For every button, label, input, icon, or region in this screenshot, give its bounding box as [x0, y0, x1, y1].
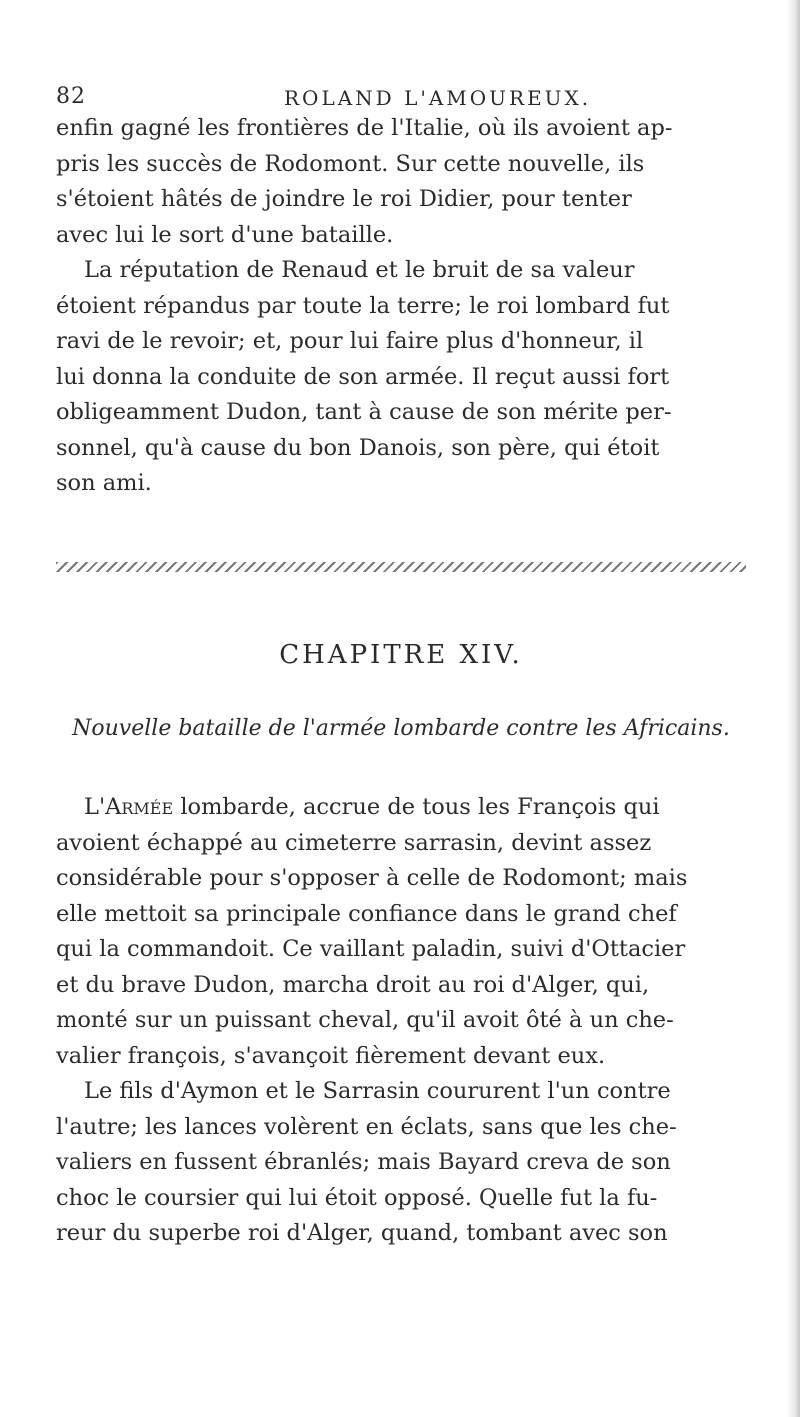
paragraph-1: [56, 111, 746, 253]
text-line: enfin gagné les frontières de l'Italie, où ils avoient ap-: [56, 115, 673, 141]
text-line: choc le coursier qui lui étoit opposé. Quelle fut la fu-: [56, 1184, 658, 1211]
text-line: elle mettoit sa principale confiance dans le grand chef: [56, 900, 677, 927]
text-line: obligeamment Dudon, tant à cause de son mérite per-: [56, 399, 672, 425]
text-line: ravi de le revoir; et, pour lui faire plus d'honneur, il: [56, 328, 644, 354]
text-line: sonnel, qu'à cause du bon Danois, son père, qui étoit: [56, 434, 660, 461]
paragraph-2: [56, 253, 746, 502]
page-header: [56, 84, 746, 114]
text-line: pris les succès de Rodomont. Sur cette nouvelle, ils: [56, 150, 645, 177]
running-title: ROLAND L'AMOUREUX.: [284, 86, 592, 110]
text-line: monté sur un puissant cheval, qu'il avoit ôté à un che-: [56, 1007, 674, 1033]
text-line: valier françois, s'avançoit fièrement devant eux.: [56, 1042, 606, 1069]
paragraph-3: [56, 790, 746, 1074]
text-line: reur du superbe roi d'Alger, quand, tombant avec son: [56, 1220, 668, 1246]
chapter-subtitle: Nouvelle bataille de l'armée lombarde contre les Africains.: [72, 716, 730, 741]
page-edge-shadow: [786, 0, 800, 1417]
chapter-title: CHAPITRE XIV.: [279, 640, 523, 670]
paragraph-4: [56, 1074, 746, 1252]
text-line: [56, 790, 746, 826]
text-line: Le fils d'Aymon et le Sarrasin coururent l'un contre: [84, 1078, 671, 1104]
text-line: son ami.: [56, 470, 152, 496]
text-line: et du brave Dudon, marcha droit au roi d'Alger, qui,: [56, 971, 650, 998]
text-line: avec lui le sort d'une bataille.: [56, 221, 394, 248]
text-line: lui donna la conduite de son armée. Il reçut aussi fort: [56, 363, 670, 390]
text-line: l'autre; les lances volèrent en éclats, sans que les che-: [56, 1113, 677, 1140]
text-line: valiers en fussent ébranlés; mais Bayard creva de son: [56, 1149, 671, 1175]
opening-word: L'Armée: [84, 794, 174, 820]
text-line: La réputation de Renaud et le bruit de sa valeur: [84, 257, 635, 283]
text-line: qui la commandoit. Ce vaillant paladin, suivi d'Ottacier: [56, 936, 686, 962]
text-line: étoient répandus par toute la terre; le roi lombard fut: [56, 292, 670, 319]
text-line: considérable pour s'opposer à celle de Rodomont; mais: [56, 865, 688, 891]
text-line: s'étoient hâtés de joindre le roi Didier, pour tenter: [56, 186, 632, 212]
ornamental-divider: [56, 562, 746, 572]
text-line: avoient échappé au cimeterre sarrasin, devint assez: [56, 829, 652, 856]
opening-line-rest: lombarde, accrue de tous les François qui: [173, 794, 660, 820]
page-number: 82: [56, 84, 86, 109]
